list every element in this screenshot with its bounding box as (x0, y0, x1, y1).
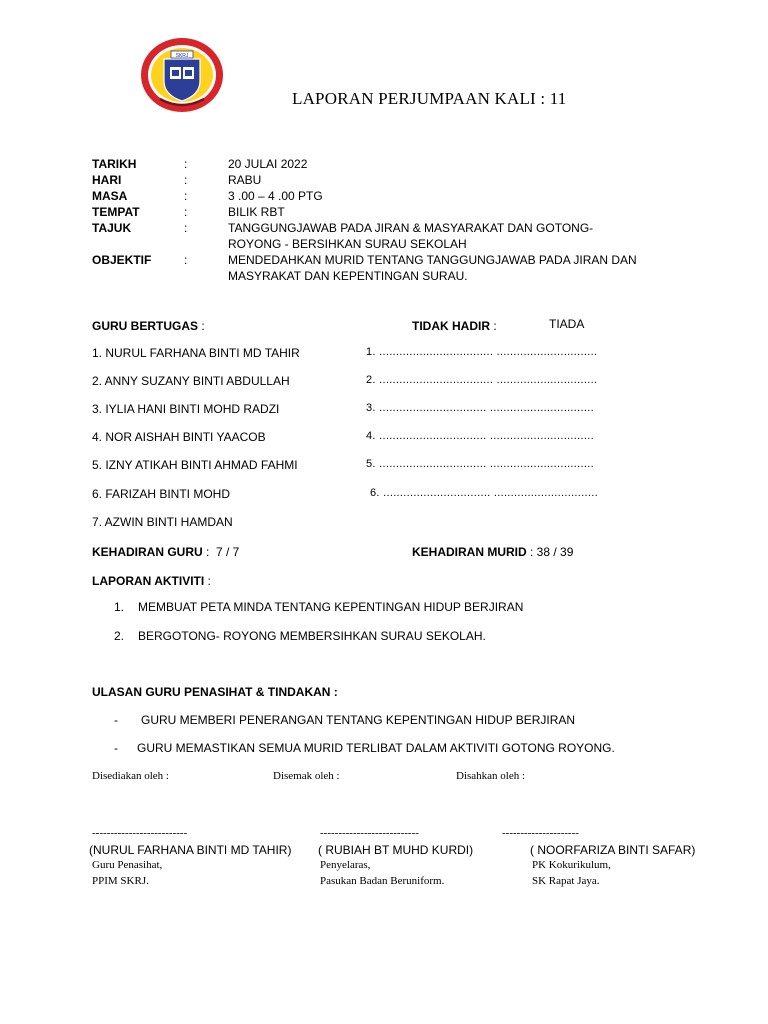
absent-line: 2. .................................. .............................. (366, 374, 598, 386)
meta-colon: : (184, 221, 188, 235)
meta-colon: : (184, 173, 188, 187)
absent-line: 6. ................................ ............................... (370, 487, 598, 499)
signature-caption: Disemak oleh : (273, 770, 340, 782)
teacher-list-item: 5. IZNY ATIKAH BINTI AHMAD FAHMI (92, 458, 298, 472)
teacher-list-item: 7. AZWIN BINTI HAMDAN (92, 515, 233, 529)
signature-name: (NURUL FARHANA BINTI MD TAHIR) (89, 843, 292, 857)
signature-org: SK Rapat Jaya. (532, 875, 600, 887)
meta-value-tajuk: TANGGUNGJAWAB PADA JIRAN & MASYARAKAT DAN GOTONG- (228, 221, 594, 235)
absent-line: 4. ................................ ............................... (366, 430, 594, 442)
signature-caption: Disahkan oleh : (456, 770, 526, 782)
student-attendance (412, 543, 573, 561)
school-logo (140, 37, 224, 113)
teacher-list-item: 3. IYLIA HANI BINTI MOHD RADZI (92, 402, 280, 416)
absent-heading-colon: : (490, 319, 497, 333)
meta-value-masa: 3 .00 – 4 .00 PTG (228, 189, 323, 203)
activity-number: 1. (114, 600, 125, 614)
meta-label-hari: HARI (92, 173, 122, 187)
meta-label-masa: MASA (92, 189, 128, 203)
absent-heading (412, 317, 497, 335)
meta-colon: : (184, 189, 188, 203)
signature-name: ( NOORFARIZA BINTI SAFAR) (530, 843, 696, 857)
meta-label-tempat: TEMPAT (92, 205, 140, 219)
teacher-list-item: 2. ANNY SUZANY BINTI ABDULLAH (92, 374, 290, 388)
teacher-attendance (92, 543, 239, 561)
meta-value-tarikh: 20 JULAI 2022 (228, 157, 308, 171)
teacher-attendance-value: : 7 / 7 (202, 545, 240, 559)
absent-heading-label: TIDAK HADIR (412, 319, 490, 333)
report-title: LAPORAN PERJUMPAAN KALI : 11 (292, 89, 567, 108)
signature-org: Pasukan Badan Beruniform. (320, 875, 445, 887)
meta-value-objektif-line2: MASYRAKAT DAN KEPENTINGAN SURAU. (228, 269, 468, 283)
activity-item: MEMBUAT PETA MINDA TENTANG KEPENTINGAN HIDUP BERJIRAN (138, 600, 524, 614)
activity-item: BERGOTONG- ROYONG MEMBERSIHKAN SURAU SEKOLAH. (138, 629, 486, 643)
signature-line: --------------------- (502, 827, 579, 839)
teachers-heading (92, 317, 205, 335)
signature-role: Penyelaras, (320, 859, 371, 871)
teachers-heading-label: GURU BERTUGAS (92, 319, 199, 333)
meta-value-tempat: BILIK RBT (228, 205, 285, 219)
advisor-item: GURU MEMBERI PENERANGAN TENTANG KEPENTINGAN HIDUP BERJIRAN (141, 713, 576, 727)
advisor-item: GURU MEMASTIKAN SEMUA MURID TERLIBAT DALAM AKTIVITI GOTONG ROYONG. (137, 741, 615, 755)
absent-line: 3. ................................ ............................... (366, 402, 594, 414)
meta-label-objektif: OBJEKTIF (92, 253, 152, 267)
absent-value: TIADA (549, 317, 585, 331)
teacher-attendance-label: KEHADIRAN GURU (92, 545, 203, 559)
advisor-heading: ULASAN GURU PENASIHAT & TINDAKAN : (92, 685, 338, 699)
activity-number: 2. (114, 629, 125, 643)
absent-line: 5. ................................ ............................... (366, 458, 594, 470)
meta-value-hari: RABU (228, 173, 262, 187)
meta-value-objektif: MENDEDAHKAN MURID TENTANG TANGGUNGJAWAB PADA JIRAN DAN (228, 253, 637, 267)
logo-text: SKRJ (175, 53, 189, 59)
signature-org: PPIM SKRJ. (92, 875, 149, 887)
activities-heading (92, 572, 211, 590)
absent-line: 1. .................................. .............................. (366, 346, 598, 358)
activities-heading-label: LAPORAN AKTIVITI (92, 574, 205, 588)
student-attendance-label: KEHADIRAN MURID (412, 545, 527, 559)
meta-label-tajuk: TAJUK (92, 221, 132, 235)
meta-colon: : (184, 205, 188, 219)
meta-colon: : (184, 253, 188, 267)
signature-line: --------------------------- (320, 827, 419, 839)
signature-name: ( RUBIAH BT MUHD KURDI) (318, 843, 474, 857)
activities-heading-colon: : (204, 574, 211, 588)
signature-role: Guru Penasihat, (92, 859, 163, 871)
signature-role: PK Kokurikulum, (532, 859, 611, 871)
student-attendance-value: : 38 / 39 (526, 545, 574, 559)
meta-colon: : (184, 157, 188, 171)
teacher-list-item: 1. NURUL FARHANA BINTI MD TAHIR (92, 346, 300, 360)
signature-caption: Disediakan oleh : (92, 770, 169, 782)
advisor-bullet: - (114, 741, 118, 755)
teachers-heading-colon: : (198, 319, 205, 333)
advisor-bullet: - (114, 713, 118, 727)
signature-line: -------------------------- (92, 827, 188, 839)
meta-label-tarikh: TARIKH (92, 157, 137, 171)
teacher-list-item: 6. FARIZAH BINTI MOHD (92, 487, 231, 501)
meta-value-tajuk-line2: ROYONG - BERSIHKAN SURAU SEKOLAH (228, 237, 467, 251)
teacher-list-item: 4. NOR AISHAH BINTI YAACOB (92, 430, 266, 444)
